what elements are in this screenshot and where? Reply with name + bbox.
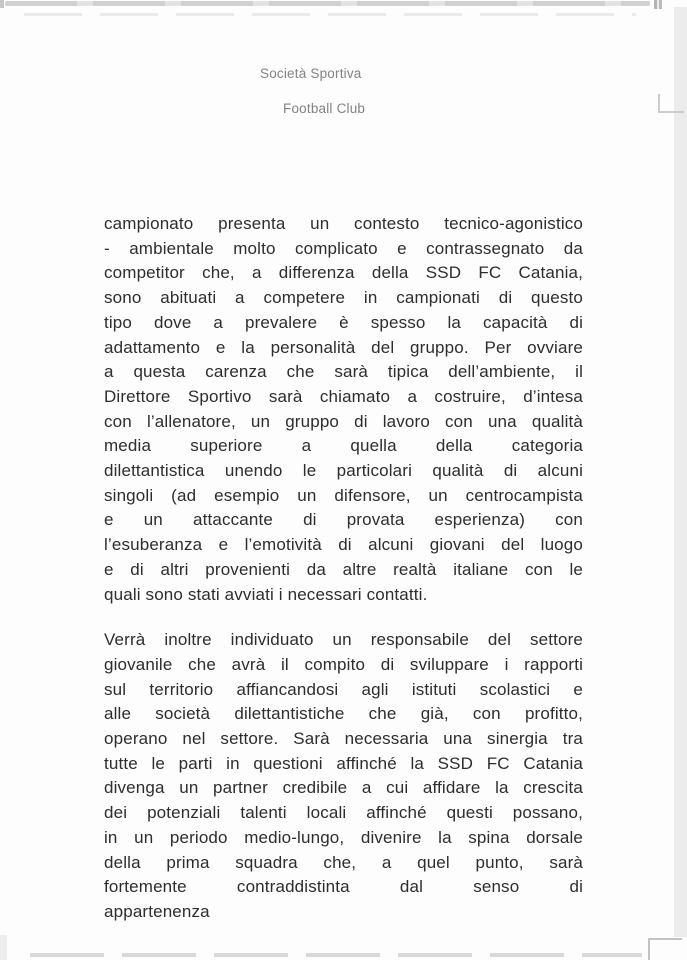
- text-line: con l’allenatore, un gruppo di lavoro con una qualità: [104, 411, 583, 431]
- text-line: competitor che, a differenza della SSD FC Catania,: [104, 263, 583, 283]
- text-line: Verrà inoltre individuato un responsabile del settore: [104, 630, 583, 650]
- text-line: e un attaccante di provata esperienza) con: [104, 510, 583, 530]
- text-line: adattamento e la personalità del gruppo. Per ovviare: [104, 337, 583, 357]
- top-right-edge-mark: [654, 0, 662, 9]
- text-line: - ambientale molto complicato e contrassegnato da: [104, 238, 583, 258]
- text-line: della prima squadra che, a quel punto, sarà: [104, 852, 583, 872]
- text-line: giovanile che avrà il compito di sviluppare i rapporti: [104, 654, 583, 674]
- paragraph: [104, 628, 583, 924]
- right-edge-shadow: [674, 7, 687, 937]
- text-line: singoli (ad esempio un difensore, un centrocampista: [104, 485, 583, 505]
- text-line: appartenenza: [104, 901, 210, 921]
- text-line: sono abituati a competere in campionati di questo: [104, 288, 583, 308]
- text-line: e di altri provenienti da altre realtà italiane con le: [104, 559, 583, 579]
- faint-text-shadow-row: [24, 13, 636, 16]
- text-line: operano nel settore. Sarà necessaria una sinergia tra: [104, 729, 583, 749]
- text-line: quali sono stati avviati i necessari contatti.: [104, 584, 428, 604]
- text-line: tutte le parti in questioni affinché la SSD FC Catania: [104, 753, 583, 773]
- bottom-corner-mark-horizontal: [648, 938, 682, 940]
- text-line: Direttore Sportivo sarà chiamato a costruire, d’intesa: [104, 386, 583, 406]
- text-line: dei potenziali talenti locali affinché questi possano,: [104, 803, 583, 823]
- bottom-corner-mark-vertical: [648, 938, 650, 960]
- text-line: sul territorio affiancandosi agli istituti scolastici e: [104, 679, 583, 699]
- text-line: fortemente contraddistinta dal senso di: [104, 877, 583, 897]
- text-line: alle società dilettantistiche che già, con profitto,: [104, 704, 583, 724]
- corner-fold-mark-horizontal: [658, 111, 684, 113]
- letterhead-football-club: Football Club: [283, 101, 366, 116]
- text-line: tipo dove a prevalere è spesso la capacità di: [104, 312, 583, 332]
- text-line: a questa carenza che sarà tipica dell’ambiente, il: [104, 362, 583, 382]
- text-line: divenga un partner credibile a cui affidare la crescita: [104, 778, 583, 798]
- bottom-left-edge-shadow: [0, 935, 7, 960]
- letterhead-societa-sportiva: Società Sportiva: [260, 66, 362, 81]
- document-body: [104, 212, 583, 925]
- top-page-edge-artifact: [5, 1, 650, 6]
- top-left-edge-mark: [0, 0, 4, 8]
- paragraph: [104, 212, 583, 607]
- text-line: dilettantistica unendo le particolari qualità di alcuni: [104, 461, 583, 481]
- bottom-page-edge-artifact: [30, 953, 642, 957]
- text-line: in un periodo medio-lungo, divenire la spina dorsale: [104, 827, 583, 847]
- text-line: media superiore a quella della categoria: [104, 436, 583, 456]
- text-line: l’esuberanza e l’emotività di alcuni giovani del luogo: [104, 535, 583, 555]
- bottom-corner-fill: [648, 938, 687, 960]
- text-line: campionato presenta un contesto tecnico-agonistico: [104, 214, 583, 233]
